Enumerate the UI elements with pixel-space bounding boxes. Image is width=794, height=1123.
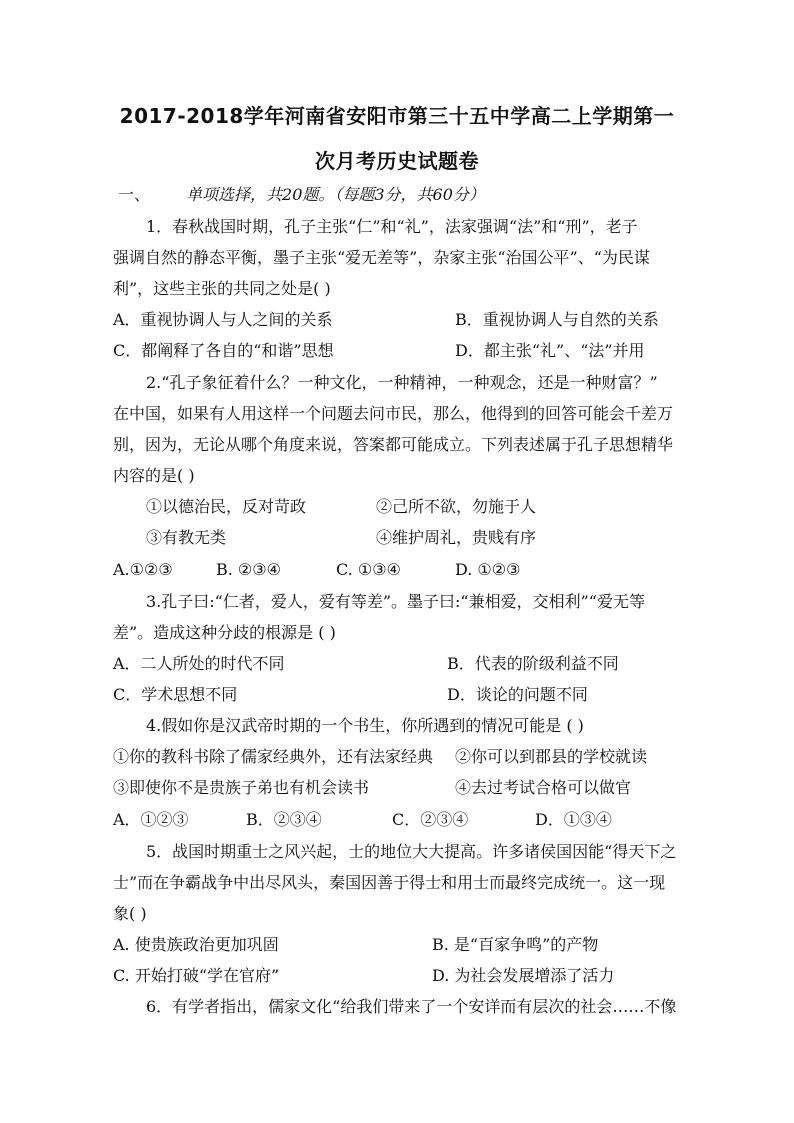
q1-stem-line-2: 强调自然的静态平衡，墨子主张“爱无差等”，杂家主张“治国公平”、“为民谋	[113, 248, 650, 267]
section-number: 一、	[118, 185, 151, 204]
q3-stem-line-2: 差”。造成这种分歧的根源是 ( )	[113, 623, 336, 642]
q4-item-1: ①你的教科书除了儒家经典外，还有法家经典	[113, 747, 434, 766]
section-instructions: 单项选择，共20题。（每题3分，共60分）	[186, 185, 485, 204]
q2-item-1: ①以德治民，反对苛政	[146, 497, 307, 516]
q4-item-4: ④去过考试合格可以做官	[455, 778, 632, 797]
q5-stem-line-2: 士”而在争霸战争中出尽风头，秦国因善于得士和用士而最终完成统一。这一现	[113, 873, 666, 892]
q1-option-b: B．重视协调人与自然的关系	[455, 310, 659, 329]
section-heading	[118, 185, 485, 205]
q5-option-c: C. 开始打破“学在官府”	[113, 966, 280, 985]
q3-option-c: C．学术思想不同	[113, 685, 238, 704]
q1-option-d: D．都主张“礼”、“法”并用	[455, 341, 645, 360]
q4-option-a: A．①②③	[113, 810, 189, 829]
q2-option-d: D. ①②③	[455, 560, 521, 579]
exam-title-line-2: 次月考历史试题卷	[315, 149, 479, 173]
q3-option-d: D．谈论的问题不同	[447, 685, 588, 704]
q1-option-c: C．都阐释了各自的“和谐”思想	[113, 341, 334, 360]
q1-stem-line-3: 利”，这些主张的共同之处是( )	[113, 279, 331, 298]
q2-option-a: A.①②③	[113, 560, 173, 579]
q4-option-b: B．②③④	[246, 810, 322, 829]
q2-stem-line-1: 2.“孔子象征着什么？一种文化，一种精神，一种观念，还是一种财富？”	[146, 373, 658, 392]
q3-option-a: A．二人所处的时代不同	[113, 654, 285, 673]
q5-stem-line-3: 象( )	[113, 904, 147, 923]
exam-title-line-1: 2017-2018学年河南省安阳市第三十五中学高二上学期第一	[119, 104, 675, 128]
q5-stem-line-1: 5．战国时期重士之风兴起，士的地位大大提高。许多诸侯国因能“得天下之	[146, 842, 677, 861]
q2-stem-line-3: 别，因为，无论从哪个角度来说，答案都可能成立。下列表述属于孔子思想精华	[113, 435, 674, 454]
q2-item-4: ④维护周礼，贵贱有序	[376, 528, 537, 547]
q2-item-3: ③有教无类	[146, 528, 227, 547]
q1-stem-line-1: 1．春秋战国时期，孔子主张“仁”和“礼”，法家强调“法”和“刑”，老子	[146, 217, 638, 236]
q1-option-a: A．重视协调人与人之间的关系	[113, 310, 333, 329]
q5-option-d: D. 为社会发展增添了活力	[432, 966, 615, 985]
q4-stem: 4.假如你是汉武帝时期的一个书生，你所遇到的情况可能是 ( )	[146, 716, 584, 735]
q4-item-3: ③即使你不是贵族子弟也有机会读书	[113, 778, 370, 797]
q5-option-b: B. 是“百家争鸣”的产物	[432, 935, 599, 954]
q2-item-2: ②己所不欲，勿施于人	[376, 497, 537, 516]
q2-stem-line-2: 在中国，如果有人用这样一个问题去问市民，那么，他得到的回答可能会千差万	[113, 404, 674, 423]
q4-option-d: D．①③④	[535, 810, 612, 829]
q2-option-c: C. ①③④	[336, 560, 401, 579]
q3-option-b: B．代表的阶级利益不同	[447, 654, 619, 673]
q4-item-2: ②你可以到郡县的学校就读	[455, 747, 648, 766]
q6-stem-line-1: 6．有学者指出，儒家文化“给我们带来了一个安详而有层次的社会……不像	[146, 997, 677, 1016]
q4-option-c: C．②③④	[392, 810, 469, 829]
q3-stem-line-1: 3.孔子曰:“仁者，爱人，爱有等差”。墨子曰:“兼相爱，交相利”“爱无等	[146, 592, 645, 611]
q2-stem-line-4: 内容的是( )	[113, 466, 195, 485]
q5-option-a: A. 使贵族政治更加巩固	[113, 935, 279, 954]
q2-option-b: B. ②③④	[216, 560, 281, 579]
